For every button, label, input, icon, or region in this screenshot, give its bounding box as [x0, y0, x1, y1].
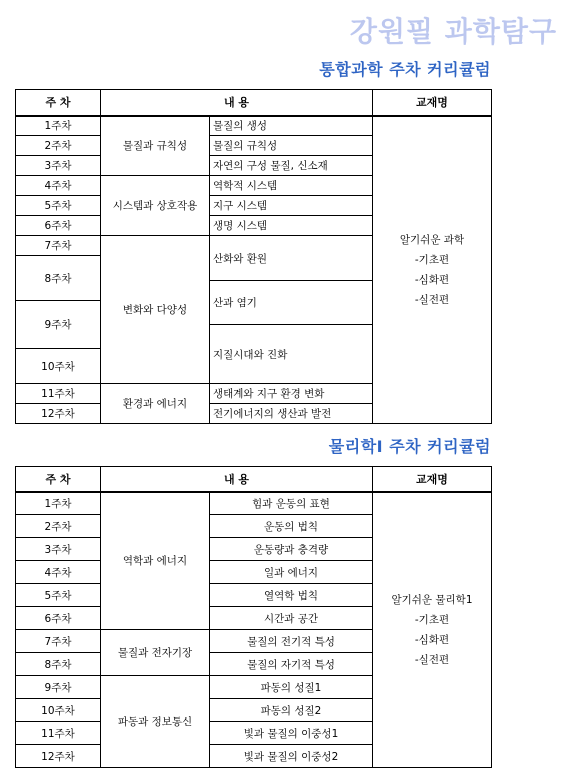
textbook-level: -실전편	[414, 653, 450, 666]
textbook-level: -실전편	[414, 293, 450, 306]
topic-cell: 생태계와 지구 환경 변화	[210, 384, 373, 404]
week-cell: 12주차	[16, 745, 101, 768]
header-week: 주 차	[16, 90, 101, 116]
week-cell: 3주차	[16, 538, 101, 561]
integrated-science-curriculum-table	[15, 89, 492, 424]
header-textbook: 교재명	[373, 90, 492, 116]
topic-cell: 산과 염기	[210, 281, 373, 325]
header-week: 주 차	[16, 467, 101, 492]
topic-cell: 산화와 환원	[210, 236, 373, 281]
week-cell: 2주차	[16, 136, 101, 156]
topic-cell: 운동량과 충격량	[210, 538, 373, 561]
textbook-level: -기초편	[414, 253, 450, 266]
topic-cell: 물질의 자기적 특성	[210, 653, 373, 676]
week-cell: 10주차	[16, 349, 101, 384]
topic-cell: 열역학 법칙	[210, 584, 373, 607]
topic-cell: 생명 시스템	[210, 216, 373, 236]
unit-cell: 변화와 다양성	[101, 236, 210, 384]
unit-cell: 환경과 에너지	[101, 384, 210, 424]
header-content: 내 용	[101, 90, 373, 116]
header-content: 내 용	[101, 467, 373, 492]
topic-cell: 물질의 생성	[210, 116, 373, 136]
textbook-level: -심화편	[414, 633, 450, 646]
week-cell: 7주차	[16, 236, 101, 256]
textbook-level: -심화편	[414, 273, 450, 286]
week-cell: 12주차	[16, 404, 101, 424]
brand-title: 강원필 과학탐구	[349, 15, 557, 48]
week-cell: 1주차	[16, 116, 101, 136]
topic-cell: 지질시대와 진화	[210, 325, 373, 384]
topic-cell: 지구 시스템	[210, 196, 373, 216]
topic-cell: 역학적 시스템	[210, 176, 373, 196]
week-cell: 8주차	[16, 653, 101, 676]
week-cell: 5주차	[16, 196, 101, 216]
section-title-integrated-science: 통합과학 주차 커리큘럼	[319, 60, 491, 79]
topic-cell: 운동의 법칙	[210, 515, 373, 538]
topic-cell: 파동의 성질2	[210, 699, 373, 722]
textbook-level: -기초편	[414, 613, 450, 626]
week-cell: 4주차	[16, 176, 101, 196]
topic-cell: 힘과 운동의 표현	[210, 492, 373, 515]
unit-cell: 물질과 규칙성	[101, 116, 210, 176]
topic-cell: 전기에너지의 생산과 발전	[210, 404, 373, 424]
textbook-name: 알기쉬운 과학	[399, 233, 465, 246]
topic-cell: 시간과 공간	[210, 607, 373, 630]
unit-cell: 물질과 전자기장	[101, 630, 210, 676]
week-cell: 5주차	[16, 584, 101, 607]
physics-1-curriculum-table	[15, 466, 492, 768]
week-cell: 4주차	[16, 561, 101, 584]
week-cell: 11주차	[16, 722, 101, 745]
unit-cell: 시스템과 상호작용	[101, 176, 210, 236]
section-title-physics-1: 물리학Ⅰ 주차 커리큘럼	[328, 437, 491, 456]
topic-cell: 빛과 물질의 이중성1	[210, 722, 373, 745]
week-cell: 3주차	[16, 156, 101, 176]
topic-cell: 물질의 전기적 특성	[210, 630, 373, 653]
header-textbook: 교재명	[373, 467, 492, 492]
week-cell: 10주차	[16, 699, 101, 722]
unit-cell: 역학과 에너지	[101, 492, 210, 630]
textbook-cell	[373, 116, 492, 424]
week-cell: 8주차	[16, 256, 101, 301]
week-cell: 7주차	[16, 630, 101, 653]
topic-cell: 파동의 성질1	[210, 676, 373, 699]
topic-cell: 일과 에너지	[210, 561, 373, 584]
topic-cell: 빛과 물질의 이중성2	[210, 745, 373, 768]
week-cell: 2주차	[16, 515, 101, 538]
week-cell: 11주차	[16, 384, 101, 404]
week-cell: 6주차	[16, 216, 101, 236]
textbook-name: 알기쉬운 물리학1	[391, 593, 473, 606]
topic-cell: 물질의 규칙성	[210, 136, 373, 156]
unit-cell: 파동과 정보통신	[101, 676, 210, 768]
week-cell: 1주차	[16, 492, 101, 515]
topic-cell: 자연의 구성 물질, 신소재	[210, 156, 373, 176]
week-cell: 9주차	[16, 301, 101, 349]
week-cell: 9주차	[16, 676, 101, 699]
textbook-cell	[373, 492, 492, 768]
week-cell: 6주차	[16, 607, 101, 630]
